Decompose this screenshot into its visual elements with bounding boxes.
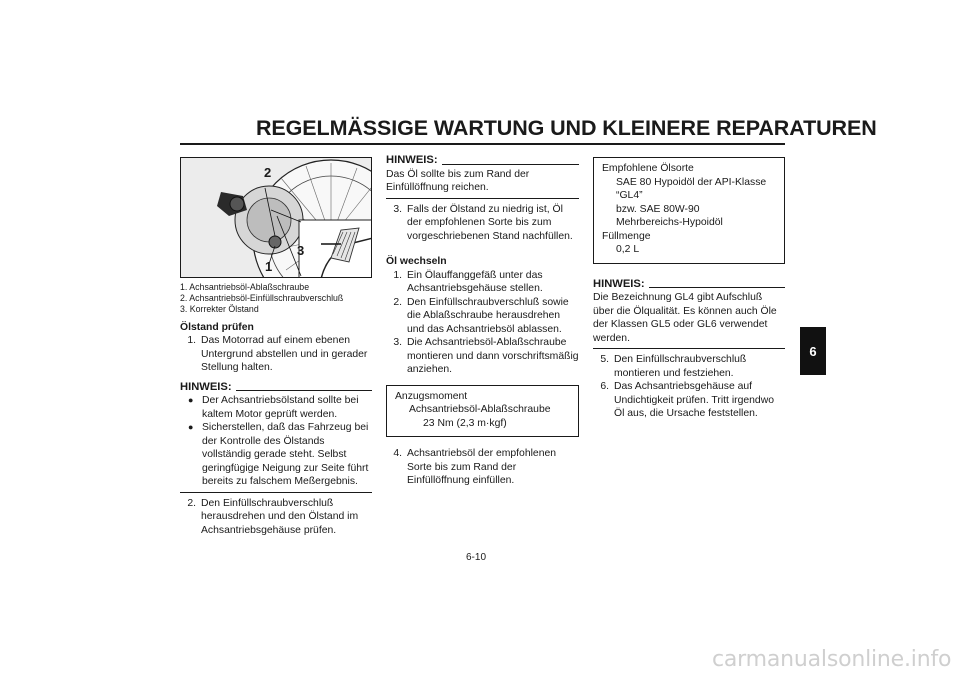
- step-text: Achsantriebsöl der empfohlenen Sorte bis zum Rand der Einfüllöffnung einfüllen.: [407, 448, 557, 486]
- note-header: [386, 154, 579, 168]
- step-number: 3.: [393, 203, 402, 215]
- column-right: [593, 157, 785, 421]
- torque-title: Anzugsmoment: [395, 390, 468, 402]
- column-middle: [386, 154, 579, 488]
- note-rule: [442, 164, 579, 165]
- note-bullet: [180, 394, 372, 421]
- callout-3: 3: [297, 243, 305, 258]
- section-heading-change: Öl wechseln: [386, 256, 447, 267]
- step-text: Den Einfüllschraubverschluß sowie die Ablaßschraube herausdrehen und das Achsantriebsöl ablassen.: [407, 296, 569, 335]
- bullet-text: Sicherstellen, daß das Fahrzeug bei der Kontrolle des Ölstands vollständig gerade steht. Selbst geringfügige Neigung zur Seite führt bereits zu falschem Meßergebnis.: [202, 422, 369, 488]
- step-text: Ein Ölauffanggefäß unter das Achsantriebsgehäuse stellen.: [407, 269, 543, 294]
- step-number: 1.: [187, 335, 196, 347]
- oil-line: “GL4”: [616, 190, 643, 201]
- page-title: REGELMÄSSIGE WARTUNG UND KLEINERE REPARATUREN: [256, 116, 877, 140]
- note-header: [180, 381, 372, 395]
- bullet-text: Der Achsantriebsölstand sollte bei kaltem Motor geprüft werden.: [202, 395, 359, 420]
- change-step-1: [386, 269, 579, 296]
- step-number: 5.: [600, 354, 609, 365]
- note-end-rule: [386, 198, 579, 199]
- note-label: HINWEIS:: [386, 154, 438, 166]
- oil-title: Empfohlene Ölsorte: [602, 163, 694, 174]
- step-number: 1.: [393, 269, 402, 281]
- step-text: Das Achsantriebsgehäuse auf Undichtigkeit prüfen. Tritt irgendwo Öl aus, die Ursache feststellen.: [614, 381, 774, 419]
- step-text: Das Motorrad auf einem ebenen Untergrund abstellen und in gerader Stellung halten.: [201, 335, 368, 374]
- watermark: carmanualsonline.info: [712, 647, 952, 672]
- callout-2: 2: [264, 165, 272, 180]
- oil-spec-box: [593, 157, 785, 264]
- torque-item: Achsantriebsöl-Ablaßschraube: [409, 404, 551, 415]
- column-left: [180, 157, 372, 537]
- note-label: HINWEIS:: [180, 380, 232, 393]
- note-rule: [236, 390, 372, 391]
- step-text: Falls der Ölstand zu niedrig ist, Öl der empfohlenen Sorte bis zum vorgeschriebenen Stand nachfüllen.: [407, 203, 573, 242]
- caption-1: 1. Achsantriebsöl-Ablaßschraube: [180, 282, 310, 292]
- section-heading-check: Ölstand prüfen: [180, 321, 254, 333]
- step-text: Den Einfüllschraubverschluß herausdrehen und den Ölstand im Achsantriebsgehäuse prüfen.: [201, 497, 359, 536]
- figure-captions: [180, 282, 372, 316]
- step-number: 2.: [187, 497, 196, 509]
- bullet-icon: ●: [188, 422, 194, 433]
- step-number: 4.: [393, 448, 402, 459]
- step-6: [593, 380, 785, 421]
- chapter-tab: 6: [800, 327, 826, 375]
- step-1: [180, 334, 372, 375]
- change-step-3: [386, 336, 579, 377]
- step-3: [386, 203, 579, 244]
- note-end-rule: [180, 492, 372, 493]
- note-label: HINWEIS:: [593, 277, 645, 290]
- step-2: [180, 497, 372, 538]
- note-bullet: [180, 421, 372, 489]
- step-text: Den Einfüllschraubverschluß montieren und festziehen.: [614, 354, 747, 379]
- wheel-hub-illustration: [181, 158, 372, 278]
- torque-value: 23 Nm (2,3 m·kgf): [423, 417, 507, 429]
- bullet-icon: ●: [188, 395, 194, 406]
- note-text: Das Öl sollte bis zum Rand der Einfüllöffnung reichen.: [386, 168, 530, 193]
- oil-line: SAE 80 Hypoidöl der API-Klasse: [616, 176, 767, 188]
- change-step-4: [386, 447, 579, 488]
- oil-line: bzw. SAE 80W-90: [616, 203, 700, 215]
- note-end-rule: [593, 348, 785, 349]
- step-text: Die Achsantriebsöl-Ablaßschraube montieren und dann vorschriftsmäßig anziehen.: [407, 337, 579, 375]
- final-drive-figure: [180, 157, 372, 278]
- note-header: [593, 278, 785, 292]
- page-number: 6-10: [466, 552, 487, 563]
- quantity-value: 0,2 L: [616, 244, 640, 255]
- note-rule: [649, 287, 785, 288]
- note-text: Die Bezeichnung GL4 gibt Aufschluß über die Ölqualität. Es können auch Öle der Klassen GL5 oder GL6 verwendet werden.: [593, 292, 777, 344]
- quantity-title: Füllmenge: [602, 230, 651, 242]
- title-rule: [180, 143, 785, 145]
- step-number: 6.: [600, 381, 609, 392]
- caption-3: 3. Korrekter Ölstand: [180, 304, 259, 315]
- step-number: 3.: [393, 337, 402, 348]
- caption-2: 2. Achsantriebsöl-Einfüllschraubverschluß: [180, 293, 344, 304]
- step-number: 2.: [393, 296, 402, 308]
- torque-spec-box: [386, 385, 579, 438]
- callout-1: 1: [265, 259, 273, 274]
- step-5: [593, 353, 785, 380]
- change-step-2: [386, 296, 579, 337]
- oil-line: Mehrbereichs-Hypoidöl: [616, 217, 723, 228]
